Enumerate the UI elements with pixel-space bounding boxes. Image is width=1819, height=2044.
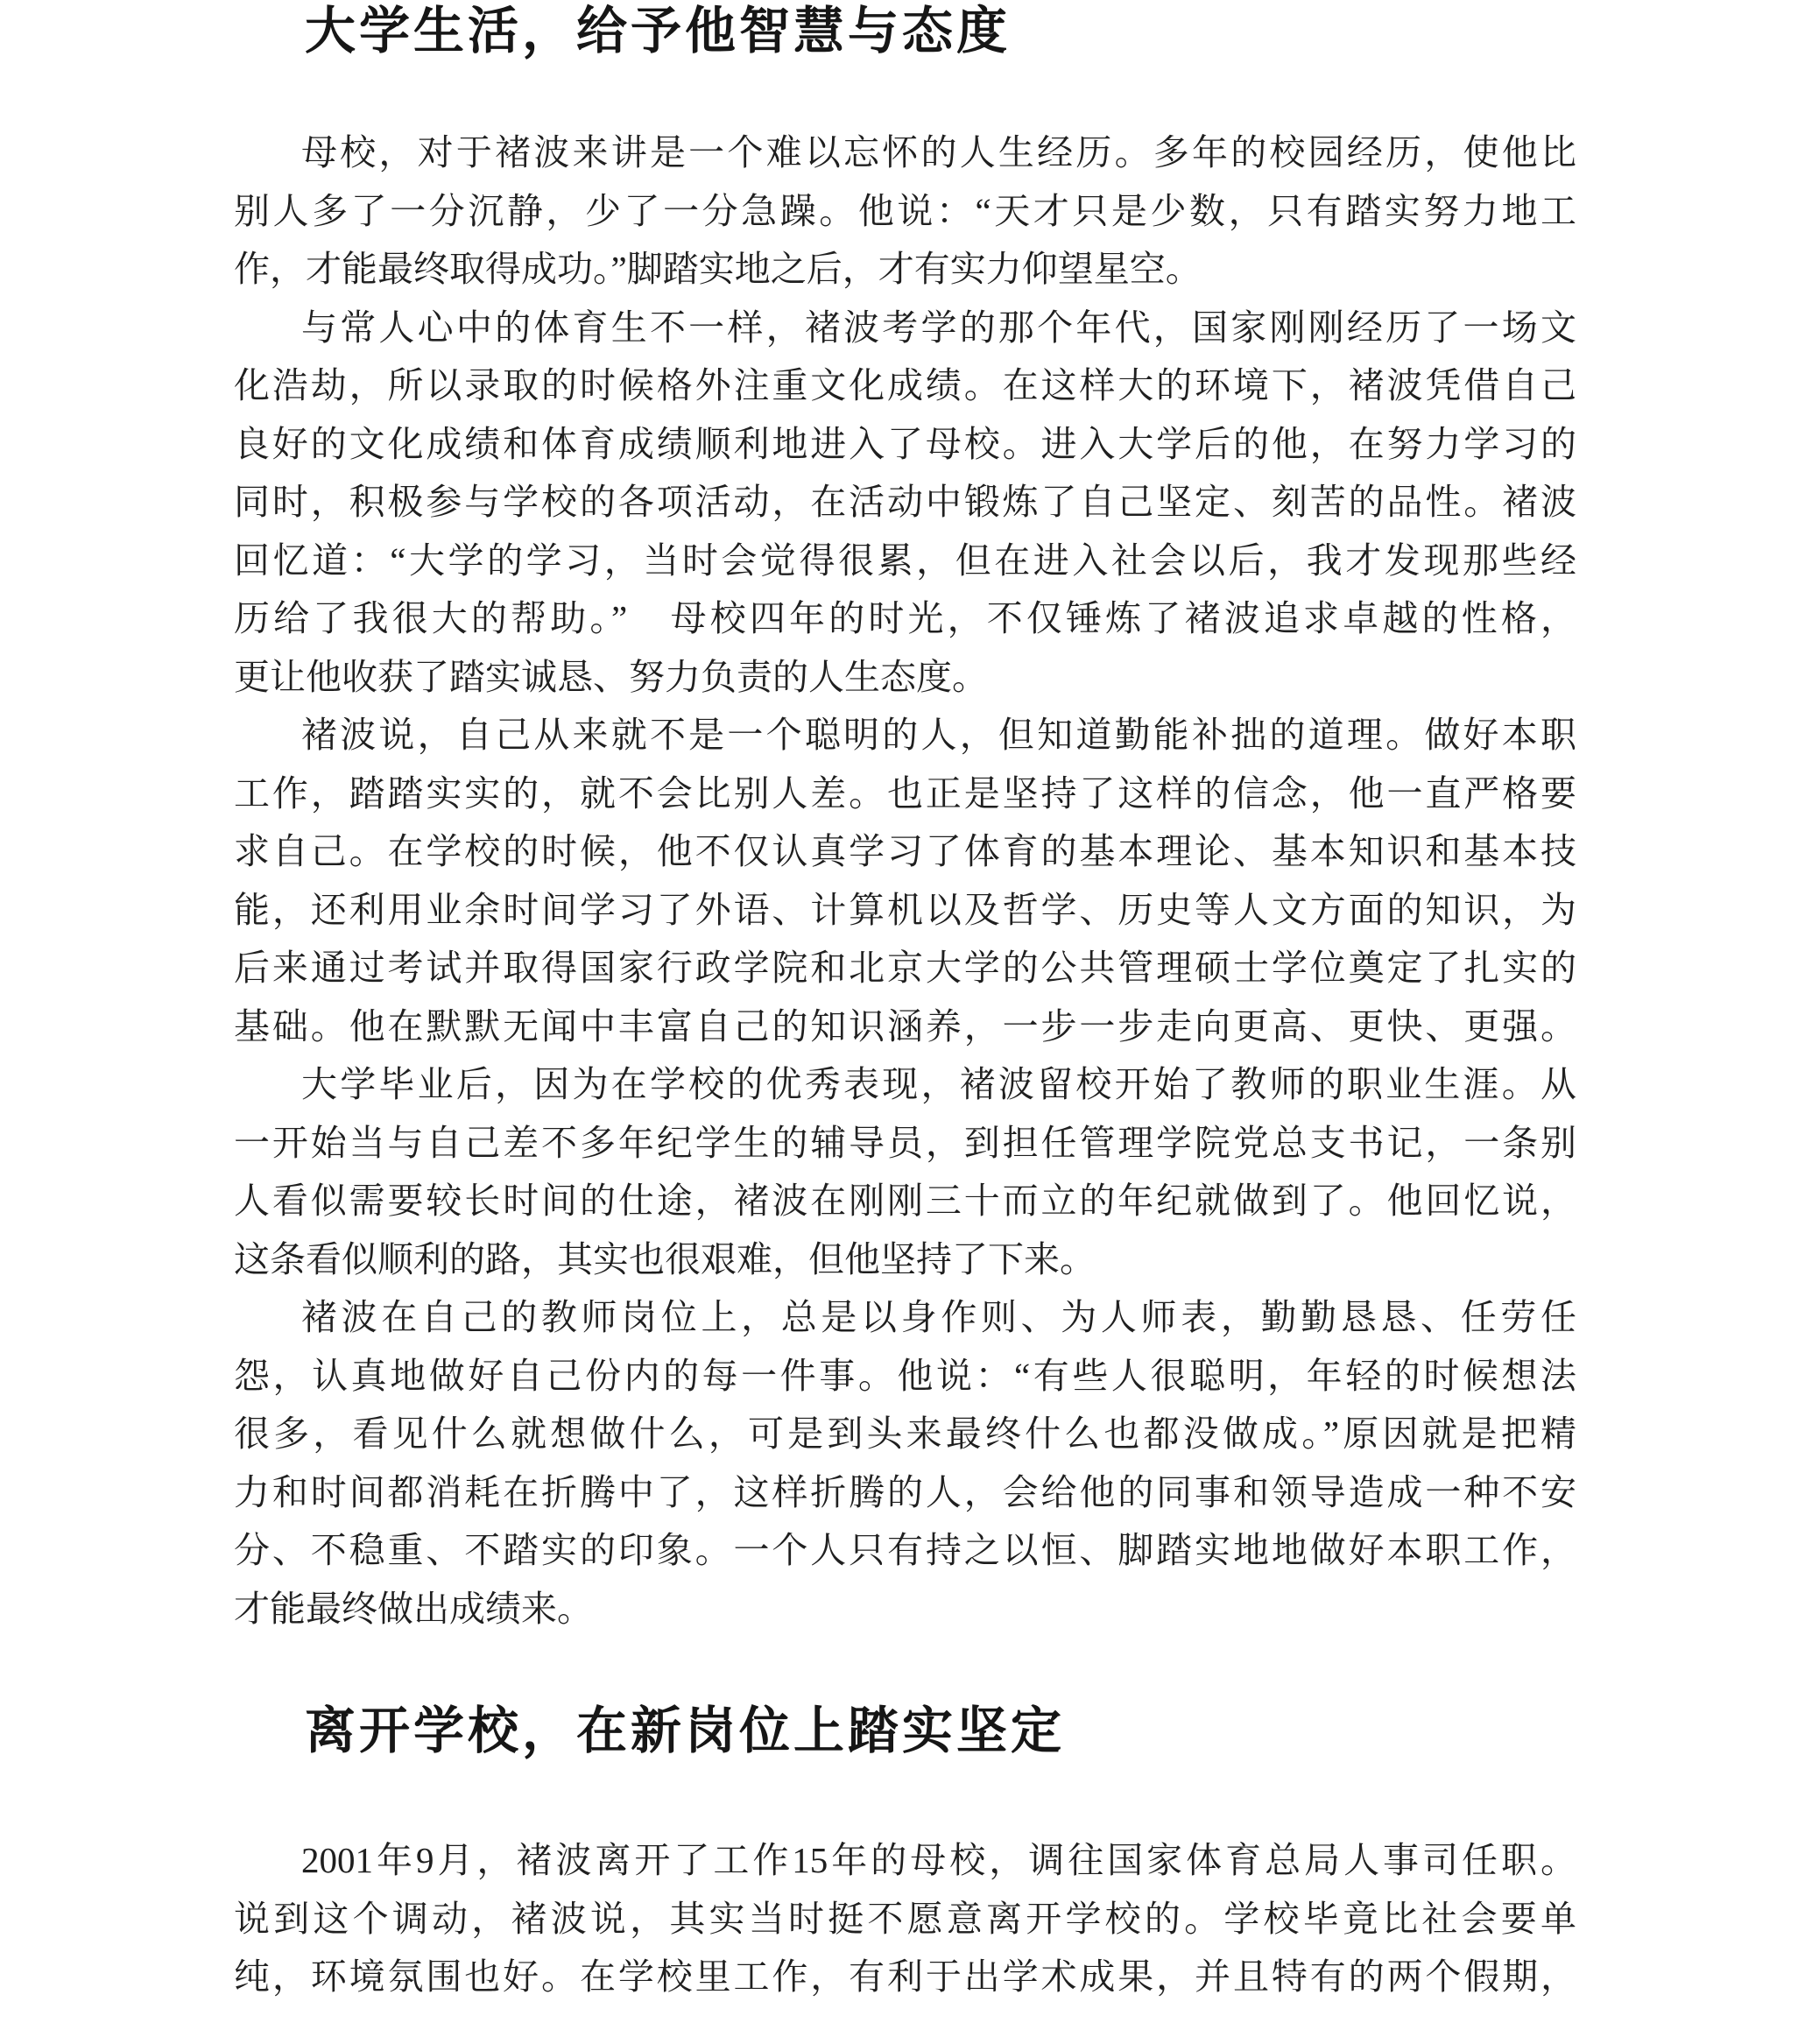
text-line: 人看似需要较长时间的仕途，褚波在刚刚三十而立的年纪就做到了。他回忆说， (234, 1181, 1576, 1221)
text-line: 更让他收获了踏实诚恳、努力负责的人生态度。 (234, 656, 988, 697)
text-line: 一开始当与自己差不多年纪学生的辅导员，到担任管理学院党总支书记，一条别 (234, 1122, 1576, 1163)
paragraph-1 (234, 123, 1576, 299)
text-line: 能，还利用业余时间学习了外语、计算机以及哲学、历史等人文方面的知识，为 (234, 889, 1576, 930)
text-line: 回忆道：“大学的学习，当时会觉得很累，但在进入社会以后，我才发现那些经 (234, 539, 1576, 581)
section-2-heading: 离开学校，在新岗位上踏实坚定 (305, 1701, 1066, 1760)
text-line: 分、不稳重、不踏实的印象。一个人只有持之以恒、脚踏实地地做好本职工作， (234, 1530, 1576, 1570)
text-line: 良好的文化成绩和体育成绩顺利地进入了母校。进入大学后的他，在努力学习的 (234, 423, 1576, 464)
text-line: 怨，认真地做好自己份内的每一件事。他说：“有些人很聪明，年轻的时候想法 (234, 1355, 1576, 1396)
text-line: 作，才能最终取得成功。”脚踏实地之后，才有实力仰望星空。 (234, 249, 1202, 289)
paragraph-5 (234, 1288, 1576, 1638)
text-line: 别人多了一分沉静，少了一分急躁。他说：“天才只是少数，只有踏实努力地工 (234, 190, 1576, 231)
text-line: 这条看似顺利的路，其实也很艰难，但他坚持了下来。 (234, 1238, 1096, 1279)
text-line: 同时，积极参与学校的各项活动，在活动中锻炼了自己坚定、刻苦的品性。褚波 (234, 482, 1576, 522)
paragraph-2 (234, 299, 1576, 707)
paragraph-6 (234, 1831, 1576, 2006)
text-line: 纯，环境氛围也好。在学校里工作，有利于出学术成果，并且特有的两个假期， (234, 1956, 1576, 1997)
text-line: 说到这个调动，褚波说，其实当时挺不愿意离开学校的。学校毕竟比社会要单 (234, 1898, 1576, 1939)
text-line: 母校，对于褚波来讲是一个难以忘怀的人生经历。多年的校园经历，使他比 (301, 132, 1576, 173)
text-line: 基础。他在默默无闻中丰富自己的知识涵养，一步一步走向更高、更快、更强。 (234, 1005, 1576, 1047)
section-1-body (234, 123, 1576, 1638)
text-line: 求自己。在学校的时候，他不仅认真学习了体育的基本理论、基本知识和基本技 (234, 831, 1576, 871)
section-1-heading: 大学生活，给予他智慧与态度 (305, 1, 1012, 60)
text-line: 褚波在自己的教师岗位上，总是以身作则、为人师表，勤勤恳恳、任劳任 (301, 1297, 1576, 1337)
paragraph-4 (234, 1055, 1576, 1288)
text-line: 褚波说，自己从来就不是一个聪明的人，但知道勤能补拙的道理。做好本职 (301, 715, 1576, 755)
text-line: 化浩劫，所以录取的时候格外注重文化成绩。在这样大的环境下，褚波凭借自己 (234, 365, 1576, 405)
text-line: 与常人心中的体育生不一样，褚波考学的那个年代，国家刚刚经历了一场文 (301, 307, 1576, 348)
text-line: 历给了我很大的帮助。” 母校四年的时光，不仅锤炼了褚波追求卓越的性格， (234, 598, 1576, 638)
paragraph-3 (234, 706, 1576, 1055)
text-line: 工作，踏踏实实的，就不会比别人差。也正是坚持了这样的信念，他一直严格要 (234, 772, 1576, 814)
section-2-body (234, 1831, 1576, 2006)
text-line: 大学毕业后，因为在学校的优秀表现，褚波留校开始了教师的职业生涯。从 (301, 1064, 1576, 1104)
text-line: 后来通过考试并取得国家行政学院和北京大学的公共管理硕士学位奠定了扎实的 (234, 948, 1576, 988)
text-line: 才能最终做出成绩来。 (234, 1588, 593, 1629)
text-line: 力和时间都消耗在折腾中了，这样折腾的人，会给他的同事和领导造成一种不安 (234, 1471, 1576, 1512)
text-line: 很多，看见什么就想做什么，可是到头来最终什么也都没做成。”原因就是把精 (234, 1413, 1576, 1454)
text-line: 2001年9月，褚波离开了工作15年的母校，调往国家体育总局人事司任职。 (301, 1840, 1576, 1880)
